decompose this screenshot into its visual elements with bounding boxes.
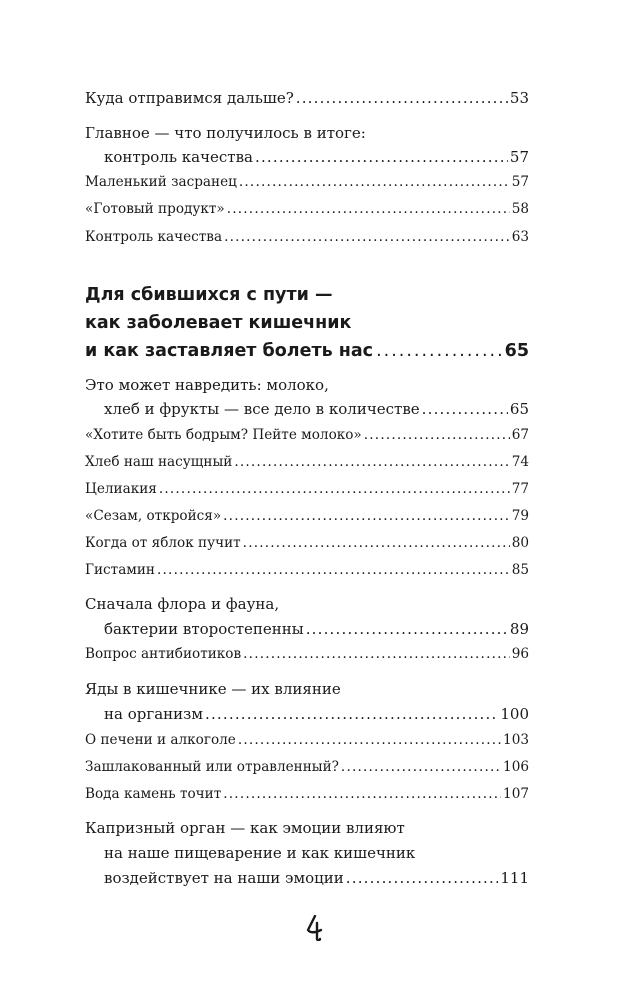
toc-entry-title: Капризный орган — как эмоции влияют <box>85 819 405 837</box>
chapter-title-line2 <box>85 311 529 335</box>
dot-leader <box>239 172 510 192</box>
folio-4-glyph-svg <box>306 915 328 941</box>
toc-entry-flora-fauna-line2 <box>104 619 529 639</box>
toc-entry-page: 74 <box>511 454 529 470</box>
toc-entry-title: бактерии второстепенны <box>104 620 304 638</box>
dot-leader <box>296 88 508 108</box>
toc-entry-page: 65 <box>509 400 529 418</box>
dot-leader <box>234 452 509 472</box>
dot-leader <box>243 644 510 664</box>
chapter-title: и как заставляет болеть нас <box>85 341 374 361</box>
toc-entry-page: 85 <box>511 562 529 578</box>
toc-entry-page: 89 <box>509 620 529 638</box>
toc-entry-title: Когда от яблок пучит <box>85 535 241 551</box>
toc-entry-title: Маленький засранец <box>85 174 237 190</box>
toc-entry-title: Вопрос антибиотиков <box>85 646 242 662</box>
dot-leader <box>157 560 510 580</box>
toc-entry-drink-milk <box>85 425 529 445</box>
dot-leader <box>364 425 510 445</box>
dot-leader <box>376 339 502 363</box>
toc-entry-page: 106 <box>503 759 529 775</box>
toc-entry-title: «Хотите быть бодрым? Пейте молоко» <box>85 427 362 443</box>
toc-entry-page: 107 <box>503 786 529 802</box>
toc-entry-title: «Сезам, откройся» <box>85 508 222 524</box>
toc-entry-title: Куда отправимся дальше? <box>85 89 294 107</box>
toc-entry-title: Хлеб наш насущный <box>85 454 233 470</box>
toc-entry-title: хлеб и фрукты — все дело в количестве <box>104 400 420 418</box>
toc-entry-page: 79 <box>511 508 529 524</box>
toc-entry-title: Целиакия <box>85 481 157 497</box>
dot-leader <box>306 619 508 639</box>
toc-entry-title: Контроль качества <box>85 229 223 245</box>
toc-entry-page: 103 <box>503 732 529 748</box>
toc-entry-page: 100 <box>500 705 529 723</box>
toc-entry-water-stone <box>85 784 529 804</box>
toc-entry-title: «Готовый продукт» <box>85 201 225 217</box>
dot-leader <box>223 784 501 804</box>
toc-entry-capricious-line2 <box>104 843 529 863</box>
toc-entry-apples <box>85 533 529 553</box>
toc-entry-flora-fauna-line1 <box>85 594 529 614</box>
table-of-contents <box>85 0 529 1000</box>
chapter-title: как заболевает кишечник <box>85 313 352 333</box>
toc-entry-main-result-line2 <box>104 147 529 167</box>
toc-entry-page: 67 <box>511 427 529 443</box>
toc-entry-page: 77 <box>511 481 529 497</box>
folio-4-glyph-icon <box>306 915 328 941</box>
toc-entry-capricious-line1 <box>85 818 529 838</box>
toc-entry-page: 57 <box>509 148 529 166</box>
toc-entry-where-next <box>85 88 529 108</box>
toc-entry-title: Сначала флора и фауна, <box>85 595 280 613</box>
dot-leader <box>224 227 510 247</box>
dot-leader <box>238 730 501 750</box>
dot-leader <box>223 506 510 526</box>
dot-leader <box>422 399 508 419</box>
toc-entry-title: Яды в кишечнике — их влияние <box>85 680 341 698</box>
toc-entry-title: на наше пищеварение и как кишечник <box>104 844 416 862</box>
toc-entry-may-harm-line1 <box>85 375 529 395</box>
toc-entry-page: 111 <box>500 869 529 887</box>
toc-entry-title: Вода камень точит <box>85 786 222 802</box>
dot-leader <box>205 704 498 724</box>
toc-entry-little-pooper <box>85 172 529 192</box>
toc-entry-title: О печени и алкоголе <box>85 732 236 748</box>
toc-entry-title: воздействует на наши эмоции <box>104 869 344 887</box>
toc-entry-daily-bread <box>85 452 529 472</box>
dot-leader <box>255 147 508 167</box>
chapter-title: Для сбившихся с пути — <box>85 285 333 305</box>
toc-entry-title: на организм <box>104 705 203 723</box>
chapter-title-line1 <box>85 283 529 307</box>
chapter-page: 65 <box>504 341 529 361</box>
toc-entry-sesame <box>85 506 529 526</box>
toc-entry-quality-control <box>85 227 529 247</box>
toc-entry-title: Это может навредить: молоко, <box>85 376 329 394</box>
dot-leader <box>346 868 499 888</box>
toc-entry-title: Гистамин <box>85 562 155 578</box>
toc-entry-slagged <box>85 757 529 777</box>
toc-entry-page: 80 <box>511 535 529 551</box>
toc-entry-may-harm-line2 <box>104 399 529 419</box>
toc-entry-title: Зашлакованный или отравленный? <box>85 759 339 775</box>
toc-entry-page: 96 <box>511 646 529 662</box>
dot-leader <box>243 533 510 553</box>
toc-entry-page: 63 <box>511 229 529 245</box>
toc-entry-poisons-line2 <box>104 704 529 724</box>
toc-entry-finished-product <box>85 199 529 219</box>
dot-leader <box>227 199 510 219</box>
toc-entry-liver-alcohol <box>85 730 529 750</box>
toc-entry-antibiotics <box>85 644 529 664</box>
chapter-title-line3 <box>85 339 529 363</box>
toc-entry-celiac <box>85 479 529 499</box>
dot-leader <box>159 479 510 499</box>
toc-entry-page: 58 <box>511 201 529 217</box>
toc-entry-poisons-line1 <box>85 679 529 699</box>
toc-entry-page: 57 <box>511 174 529 190</box>
toc-entry-page: 53 <box>509 89 529 107</box>
dot-leader <box>341 757 501 777</box>
toc-entry-title: Главное — что получилось в итоге: <box>85 124 366 142</box>
toc-entry-title: контроль качества <box>104 148 253 166</box>
toc-entry-capricious-line3 <box>104 868 529 888</box>
toc-entry-histamine <box>85 560 529 580</box>
toc-entry-main-result-line1 <box>85 123 529 143</box>
